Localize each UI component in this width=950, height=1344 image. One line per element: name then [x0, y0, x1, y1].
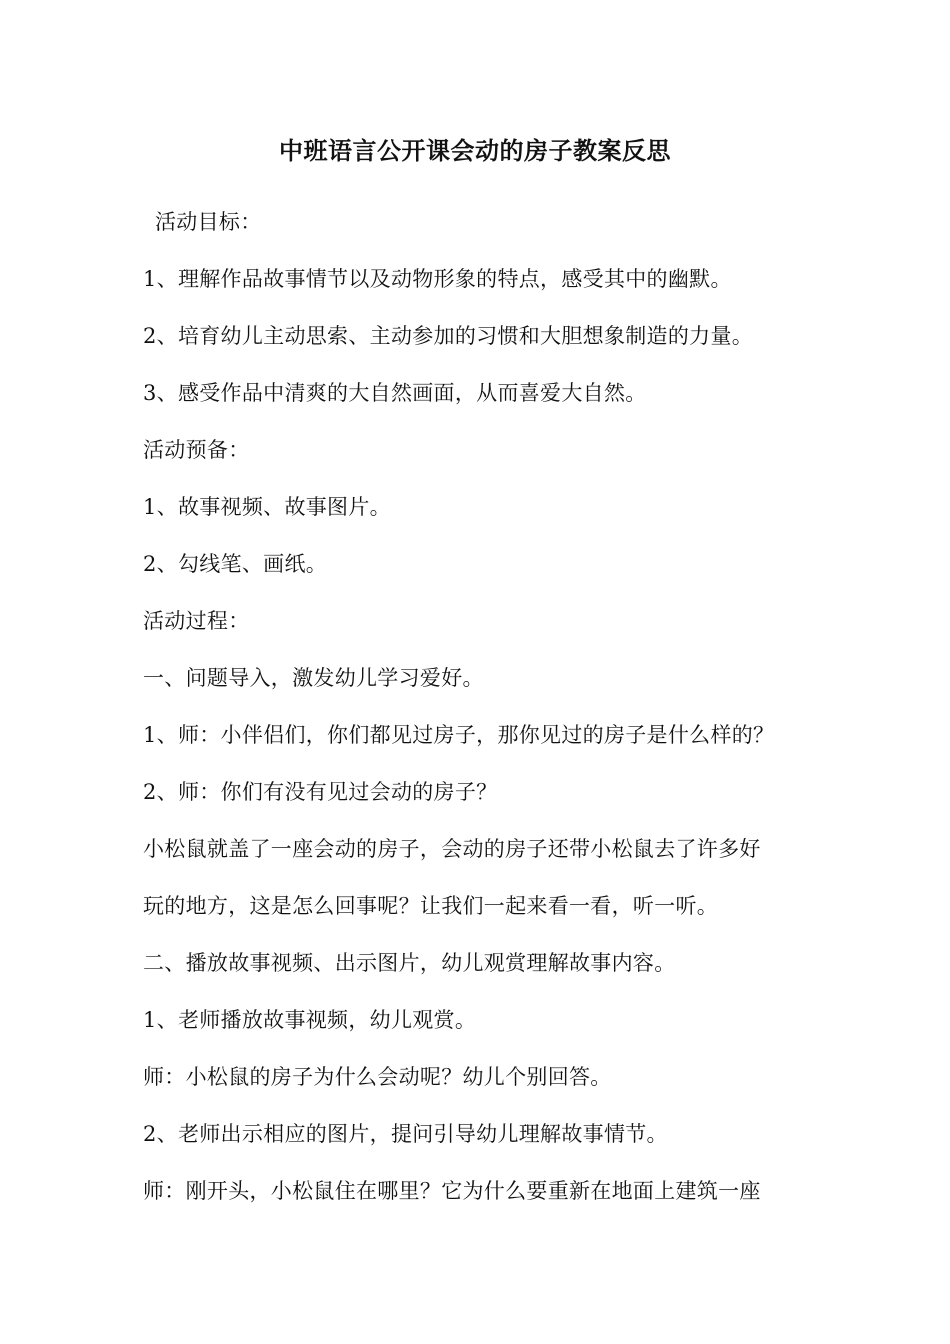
paragraph-line: 1、师：小伴侣们，你们都见过房子，那你见过的房子是什么样的？	[143, 723, 775, 747]
paragraph-line: 1、理解作品故事情节以及动物形象的特点，感受其中的幽默。	[143, 267, 732, 291]
paragraph-line: 一、问题导入，激发幼儿学习爱好。	[143, 666, 484, 690]
paragraph-line: 活动预备：	[143, 438, 250, 462]
paragraph-line: 活动目标：	[155, 210, 262, 234]
paragraph-line: 二、播放故事视频、出示图片，幼儿观赏理解故事内容。	[143, 951, 676, 975]
paragraph-line: 1、故事视频、故事图片。	[143, 495, 391, 519]
paragraph-line: 2、老师出示相应的图片，提问引导幼儿理解故事情节。	[143, 1122, 668, 1146]
paragraph-line: 3、感受作品中清爽的大自然画面，从而喜爱大自然。	[143, 381, 647, 405]
paragraph-line: 2、勾线笔、画纸。	[143, 552, 328, 576]
paragraph-line: 师：刚开头，小松鼠住在哪里？它为什么要重新在地面上建筑一座	[143, 1179, 761, 1203]
document-body	[143, 205, 823, 1231]
document-title: 中班语言公开课会动的房子教案反思	[279, 137, 671, 165]
paragraph-line: 2、培育幼儿主动思索、主动参加的习惯和大胆想象制造的力量。	[143, 324, 754, 348]
paragraph-line: 小松鼠就盖了一座会动的房子，会动的房子还带小松鼠去了许多好	[143, 837, 761, 861]
paragraph-line: 2、师：你们有没有见过会动的房子？	[143, 780, 498, 804]
paragraph-line: 师：小松鼠的房子为什么会动呢？幼儿个别回答。	[143, 1065, 612, 1089]
paragraph-line: 活动过程：	[143, 609, 250, 633]
paragraph-line: 1、老师播放故事视频，幼儿观赏。	[143, 1008, 477, 1032]
paragraph-line: 玩的地方，这是怎么回事呢？让我们一起来看一看，听一听。	[143, 894, 719, 918]
